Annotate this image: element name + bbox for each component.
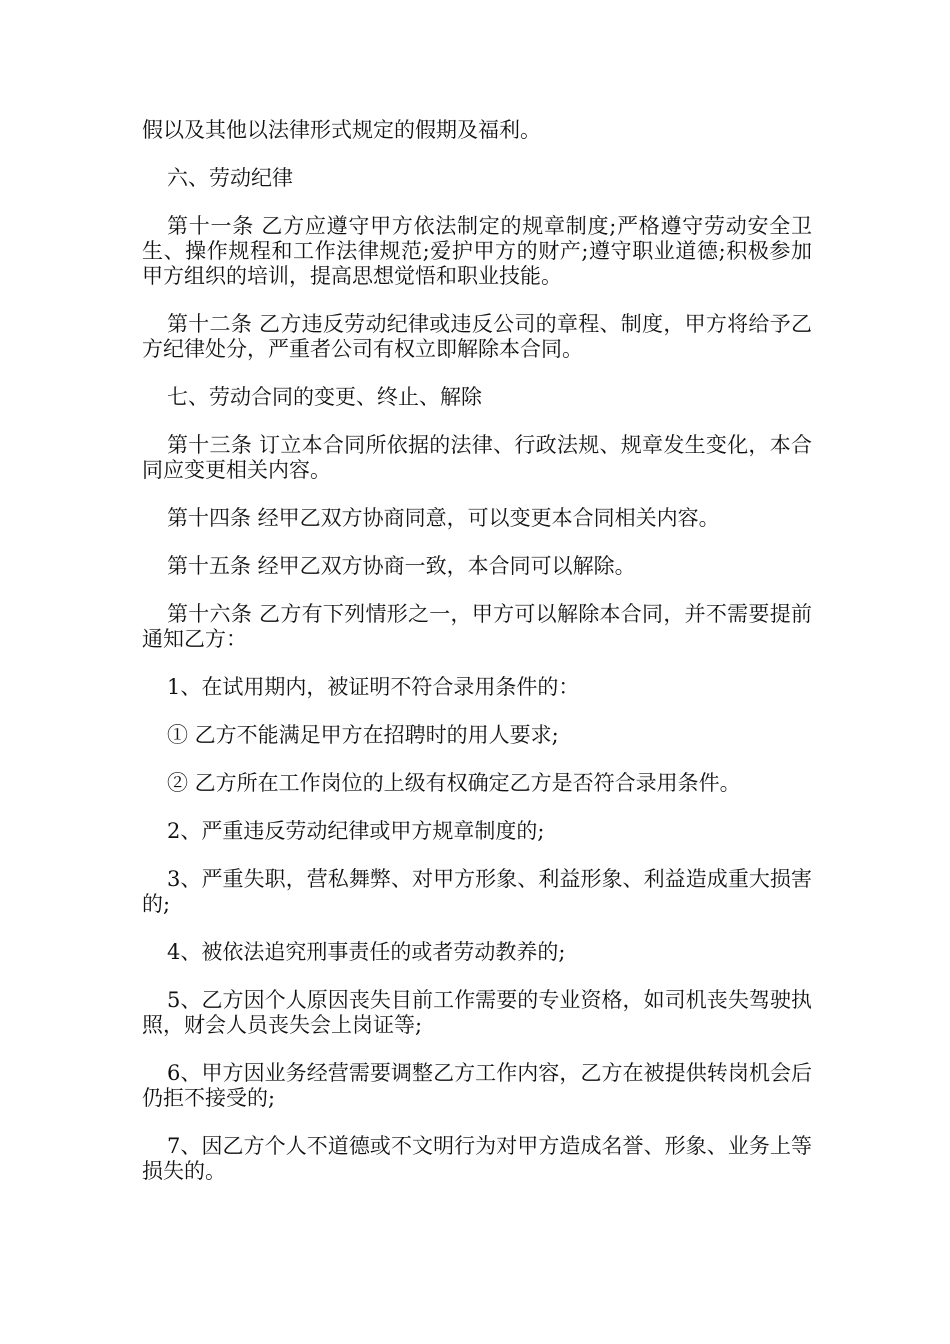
article-12: 第十二条 乙方违反劳动纪律或违反公司的章程、制度，甲方将给予乙方纪律处分，严重者公司有权立即解除本合同。 bbox=[142, 312, 812, 361]
section-heading-contract-changes: 七、劳动合同的变更、终止、解除 bbox=[167, 385, 482, 409]
list-item-6: 6、甲方因业务经营需要调整乙方工作内容，乙方在被提供转岗机会后仍拒不接受的; bbox=[142, 1061, 812, 1110]
article-16: 第十六条 乙方有下列情形之一，甲方可以解除本合同，并不需要提前通知乙方： bbox=[142, 602, 812, 651]
list-item-2: 2、严重违反劳动纪律或甲方规章制度的; bbox=[167, 819, 545, 843]
article-13: 第十三条 订立本合同所依据的法律、行政法规、规章发生变化，本合同应变更相关内容。 bbox=[142, 433, 812, 482]
article-11: 第十一条 乙方应遵守甲方依法制定的规章制度;严格遵守劳动安全卫生、操作规程和工作法律规范;爱护甲方的财产;遵守职业道德;积极参加甲方组织的培训，提高思想觉悟和职业技能。 bbox=[142, 214, 812, 288]
sub-item-1: ① 乙方不能满足甲方在招聘时的用人要求; bbox=[167, 723, 559, 747]
list-item-5: 5、乙方因个人原因丧失目前工作需要的专业资格，如司机丧失驾驶执照，财会人员丧失会上岗证等; bbox=[142, 988, 812, 1037]
section-heading-labor-discipline: 六、劳动纪律 bbox=[167, 166, 293, 190]
list-item-1: 1、在试用期内，被证明不符合录用条件的： bbox=[167, 675, 580, 699]
article-15: 第十五条 经甲乙双方协商一致，本合同可以解除。 bbox=[167, 554, 636, 578]
article-14: 第十四条 经甲乙双方协商同意，可以变更本合同相关内容。 bbox=[167, 506, 720, 530]
list-item-7: 7、因乙方个人不道德或不文明行为对甲方造成名誉、形象、业务上等损失的。 bbox=[142, 1134, 812, 1183]
list-item-3: 3、严重失职，营私舞弊、对甲方形象、利益形象、利益造成重大损害的; bbox=[142, 867, 812, 916]
list-item-4: 4、被依法追究刑事责任的或者劳动教养的; bbox=[167, 940, 566, 964]
document-body bbox=[142, 118, 812, 1207]
paragraph-holiday-continuation: 假以及其他以法律形式规定的假期及福利。 bbox=[142, 118, 541, 142]
sub-item-2: ② 乙方所在工作岗位的上级有权确定乙方是否符合录用条件。 bbox=[167, 771, 741, 795]
